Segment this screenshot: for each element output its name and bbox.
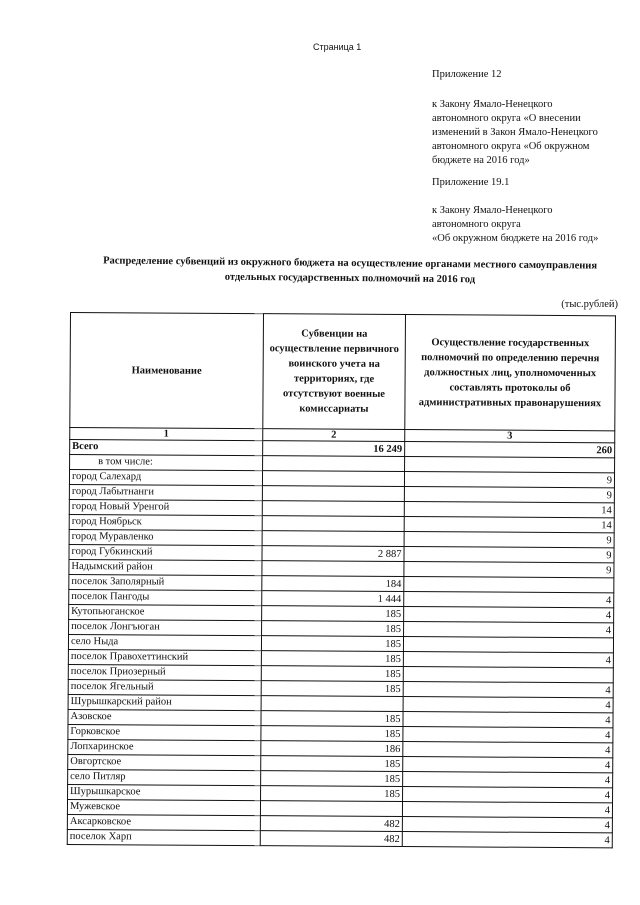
military-registration-value bbox=[262, 501, 404, 517]
row-name: поселок Лонгъюган bbox=[69, 619, 262, 635]
military-registration-value bbox=[261, 696, 403, 712]
units-label: (тыс.рублей) bbox=[561, 299, 618, 310]
military-registration-value: 185 bbox=[261, 786, 403, 802]
admin-protocols-value bbox=[405, 457, 615, 473]
military-registration-value: 185 bbox=[261, 711, 403, 727]
row-name: Азовское bbox=[68, 709, 261, 725]
military-registration-value: 184 bbox=[262, 576, 404, 592]
military-registration-value: 16 249 bbox=[263, 441, 405, 457]
military-registration-value: 185 bbox=[262, 606, 404, 622]
admin-protocols-value: 9 bbox=[404, 532, 614, 548]
admin-protocols-value: 9 bbox=[404, 487, 614, 503]
row-name: город Муравленко bbox=[69, 529, 262, 545]
military-registration-value: 482 bbox=[260, 816, 402, 832]
admin-protocols-value: 4 bbox=[404, 607, 614, 623]
subventions-table bbox=[67, 312, 616, 848]
row-name: село Питляр bbox=[68, 769, 261, 785]
row-name: город Ноябрьск bbox=[69, 514, 262, 530]
row-name: поселок Ягельный bbox=[68, 679, 261, 695]
row-name: Мужевское bbox=[67, 799, 260, 815]
appendix-12-line: автономного округа «О внесении bbox=[432, 113, 581, 124]
appendix-12-text bbox=[432, 98, 598, 168]
appendix-12-line: к Закону Ямало-Ненецкого bbox=[432, 99, 553, 110]
admin-protocols-value: 4 bbox=[403, 712, 613, 728]
admin-protocols-value: 4 bbox=[402, 817, 612, 833]
admin-protocols-value bbox=[403, 667, 613, 683]
military-registration-value: 1 444 bbox=[262, 591, 404, 607]
row-name: город Лабытнанги bbox=[69, 484, 262, 500]
military-registration-value: 186 bbox=[261, 741, 403, 757]
row-name: Аксарковское bbox=[67, 814, 260, 830]
appendix-19-1-title: Приложение 19.1 bbox=[432, 177, 510, 188]
military-registration-value: 482 bbox=[260, 831, 402, 847]
admin-protocols-value: 9 bbox=[404, 547, 614, 563]
military-registration-value: 185 bbox=[262, 621, 404, 637]
military-registration-value: 185 bbox=[261, 651, 403, 667]
military-registration-value: 185 bbox=[261, 756, 403, 772]
military-registration-value bbox=[262, 531, 404, 547]
military-registration-value bbox=[263, 456, 405, 472]
row-name: поселок Заполярный bbox=[69, 574, 262, 590]
row-name: город Салехард bbox=[69, 470, 262, 486]
row-name: Кутопьюганское bbox=[69, 604, 262, 620]
military-registration-value: 185 bbox=[261, 726, 403, 742]
row-name: поселок Правохеттинский bbox=[68, 649, 261, 665]
admin-protocols-value: 4 bbox=[403, 697, 613, 713]
appendix-19-1-line: к Закону Ямало-Ненецкого bbox=[432, 205, 553, 216]
admin-protocols-value: 4 bbox=[403, 772, 613, 788]
appendix-12-line: изменений в Закон Ямало-Ненецкого bbox=[432, 127, 598, 138]
table-row bbox=[67, 829, 612, 847]
military-registration-value bbox=[262, 486, 404, 502]
title-line: отдельных государственных полномочий на 2016 год bbox=[224, 271, 476, 286]
admin-protocols-value: 4 bbox=[404, 592, 614, 608]
admin-protocols-value: 4 bbox=[403, 742, 613, 758]
military-registration-value: 185 bbox=[261, 666, 403, 682]
admin-protocols-value: 14 bbox=[404, 502, 614, 518]
header-administrative-protocols: Осуществление государственных полномочий по определению перечня должностных лиц, уполномоченных составлять протоколы об административных правонарушениях bbox=[405, 315, 616, 431]
admin-protocols-value: 4 bbox=[404, 622, 614, 638]
row-name: город Новый Уренгой bbox=[69, 499, 262, 515]
military-registration-value: 185 bbox=[261, 636, 403, 652]
row-name: поселок Харп bbox=[67, 829, 260, 845]
row-name: Горковское bbox=[68, 724, 261, 740]
admin-protocols-value: 4 bbox=[402, 832, 612, 848]
appendix-12-line: бюджете на 2016 год» bbox=[432, 155, 530, 166]
column-number: 3 bbox=[405, 430, 615, 443]
admin-protocols-value: 14 bbox=[404, 517, 614, 533]
military-registration-value bbox=[260, 801, 402, 817]
admin-protocols-value: 260 bbox=[405, 442, 615, 458]
row-name: Шурышкарский район bbox=[68, 694, 261, 710]
military-registration-value bbox=[262, 516, 404, 532]
appendix-19-1-line: автономного округа bbox=[432, 219, 521, 230]
row-name: город Губкинский bbox=[69, 544, 262, 560]
column-number: 1 bbox=[70, 428, 263, 441]
column-number: 2 bbox=[263, 429, 405, 442]
military-registration-value: 185 bbox=[261, 771, 403, 787]
military-registration-value: 2 887 bbox=[262, 546, 404, 562]
admin-protocols-value: 4 bbox=[403, 652, 613, 668]
header-name: Наименование bbox=[70, 313, 264, 429]
admin-protocols-value: 4 bbox=[403, 787, 613, 803]
admin-protocols-value: 4 bbox=[403, 682, 613, 698]
appendix-19-1-line: «Об окружном бюджете на 2016 год» bbox=[432, 233, 599, 244]
document-title bbox=[70, 253, 630, 289]
row-name: Лопхаринское bbox=[68, 739, 261, 755]
military-registration-value: 185 bbox=[261, 681, 403, 697]
admin-protocols-value bbox=[403, 637, 613, 653]
admin-protocols-value: 4 bbox=[403, 727, 613, 743]
row-name: Всего bbox=[70, 440, 263, 456]
header-military-registration: Субвенции на осуществление первичного воинского учета на территориях, где отсутствуют военные комиссариаты bbox=[263, 314, 406, 430]
page-label: Страница 1 bbox=[313, 42, 362, 52]
admin-protocols-value: 9 bbox=[404, 562, 614, 578]
row-name: Шурышкарское bbox=[68, 784, 261, 800]
admin-protocols-value: 4 bbox=[403, 757, 613, 773]
military-registration-value bbox=[262, 471, 404, 487]
row-name: Надымский район bbox=[69, 559, 262, 575]
row-name: поселок Приозерный bbox=[68, 664, 261, 680]
admin-protocols-value bbox=[404, 577, 614, 593]
admin-protocols-value: 4 bbox=[402, 802, 612, 818]
row-name: в том числе: bbox=[70, 455, 263, 471]
appendix-12-title: Приложение 12 bbox=[432, 69, 502, 80]
appendix-12-line: автономного округа «Об окружном bbox=[432, 141, 590, 152]
row-name: Овгортское bbox=[68, 754, 261, 770]
row-name: поселок Пангоды bbox=[69, 589, 262, 605]
title-line: Распределение субвенций из окружного бюджета на осуществление органами местного самоуправления bbox=[103, 255, 598, 272]
military-registration-value bbox=[262, 561, 404, 577]
appendix-19-1-text bbox=[432, 204, 598, 246]
row-name: село Ныда bbox=[68, 634, 261, 650]
admin-protocols-value: 9 bbox=[404, 472, 614, 488]
